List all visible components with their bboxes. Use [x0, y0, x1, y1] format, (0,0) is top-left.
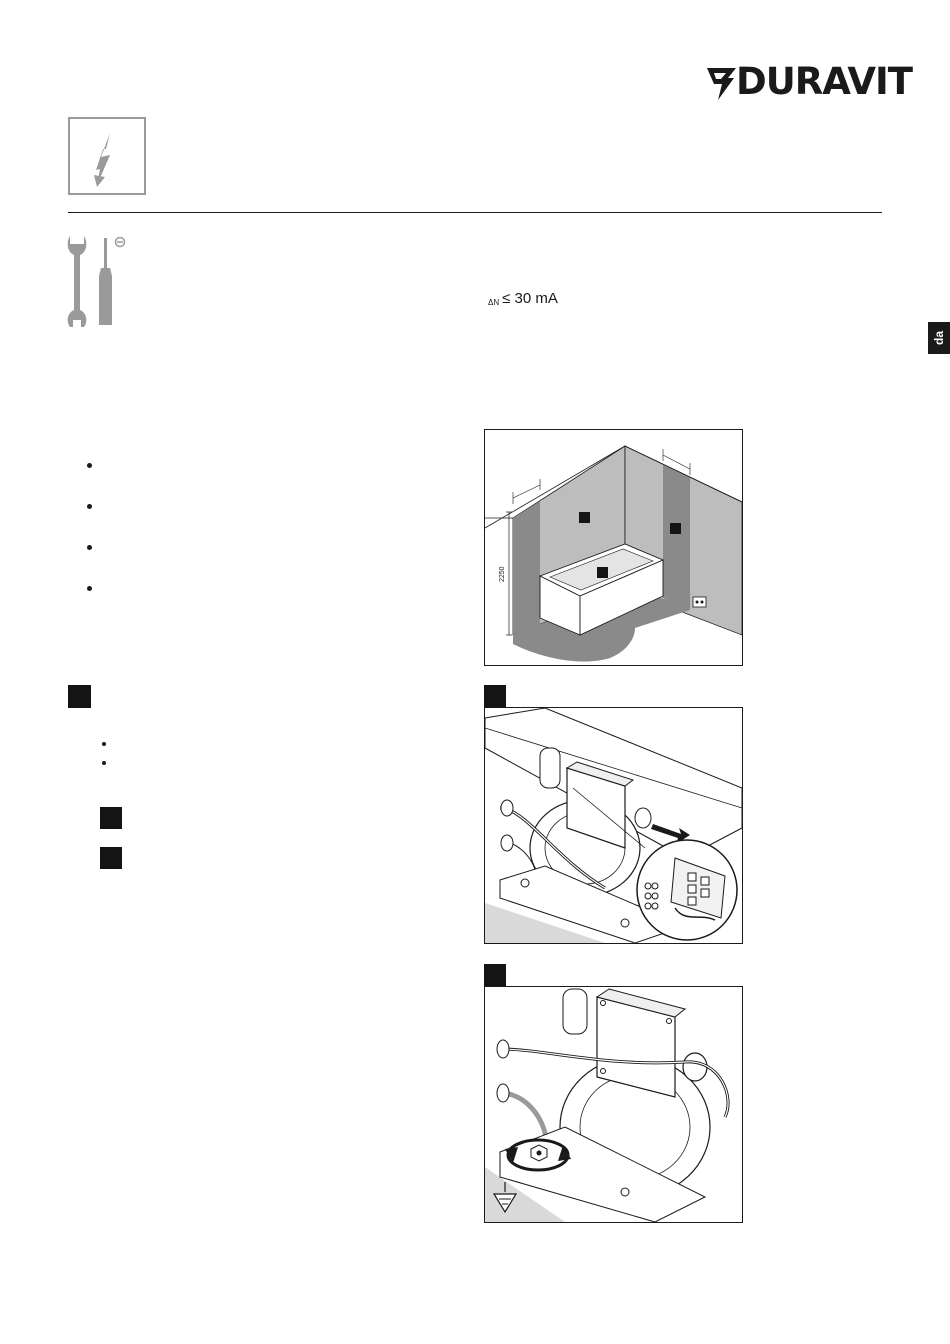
substep-marker	[100, 807, 122, 829]
substep-marker	[100, 847, 122, 869]
list-bullet	[102, 742, 106, 746]
list-bullet	[87, 545, 92, 550]
bathroom-zones-drawing	[485, 430, 742, 665]
duravit-logo	[706, 60, 913, 103]
duravit-swoosh-icon	[706, 62, 740, 102]
list-bullet	[87, 463, 92, 468]
list-bullet	[87, 504, 92, 509]
earth-connection-drawing	[485, 987, 742, 1222]
step-marker	[68, 685, 91, 708]
rcd-value: ≤ 30 mA	[502, 290, 558, 307]
figure-step-marker	[484, 685, 506, 707]
rcd-subscript: ΔN	[488, 298, 500, 307]
figure-step-marker	[484, 964, 506, 986]
pump-connection-drawing	[485, 708, 742, 943]
height-dimension: 2250	[499, 566, 506, 582]
electrical-warning-box	[68, 117, 146, 195]
brand-name: DURAVIT	[736, 60, 913, 103]
bathroom-zones-figure	[484, 429, 743, 666]
list-bullet	[87, 586, 92, 591]
list-bullet	[102, 761, 106, 765]
wrench-screwdriver-icon	[64, 232, 134, 328]
tools-icon-group	[64, 232, 134, 328]
language-code: da	[932, 330, 946, 346]
lightning-bolt-icon	[70, 119, 144, 193]
section-divider	[68, 212, 882, 213]
language-tab[interactable]	[928, 322, 950, 354]
earth-connection-figure	[484, 986, 743, 1223]
pump-connection-figure	[484, 707, 743, 944]
rcd-requirement	[488, 290, 558, 307]
